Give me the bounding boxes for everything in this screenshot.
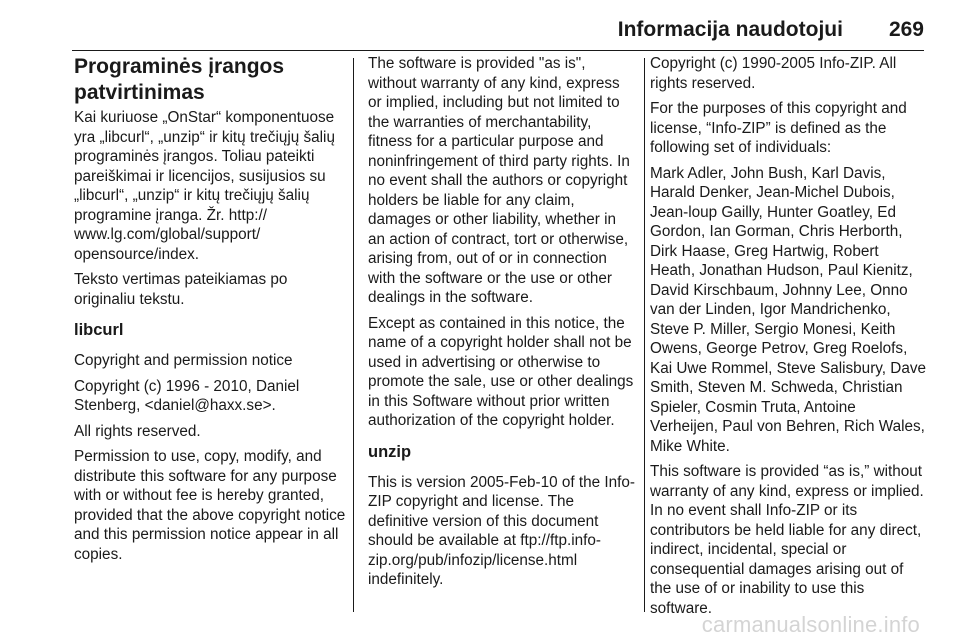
page-title: Informacija naudotojui <box>617 18 843 41</box>
header-rule <box>72 50 924 51</box>
column-3 <box>650 54 927 617</box>
page-header <box>72 18 924 48</box>
libcurl-rights: All rights reserved. <box>74 422 201 440</box>
libcurl-notice-title: Copyright and permission notice <box>74 352 293 369</box>
column-divider-2 <box>644 58 645 612</box>
libcurl-permission: Permission to use, copy, modify, and distribute this software for any purpose with or without fee is hereby granted, provided that the above copyright notice and this permission notice appear in all copies. <box>74 448 346 563</box>
column-2 <box>368 54 636 614</box>
section-heading: Programinės įrangos patvirtinimas <box>74 55 285 104</box>
intro-paragraph: Kai kuriuose „OnStar“ komponentuose yra „libcurl“, „unzip“ ir kitų trečiųjų šalių programinės įrangos. Toliau pateikti pareiškimai ir licencijos, susijusios su „libcurl“, „unzip“ ir kitų trečiųjų šalių programine įranga. Žr. http:// www.lg.com/global/support/ opensource/index. <box>74 109 335 263</box>
unzip-version: This is version 2005-Feb-10 of the Info-ZIP copyright and license. The definitive version of this document should be available at ftp://ftp.info- zip.org/pub/infozip/license.html indefinitely. <box>368 473 635 588</box>
infozip-copyright: Copyright (c) 1990-2005 Info-ZIP. All rights reserved. <box>650 55 897 92</box>
libcurl-copyright: Copyright (c) 1996 - 2010, Daniel Stenberg, <daniel@haxx.se>. <box>74 377 300 414</box>
advertising-clause: Except as contained in this notice, the name of a copyright holder shall not be used in advertising or otherwise to promote the sale, use or other dealings in this Software without prior written authorization of the copyright holder. <box>368 314 634 429</box>
page-number: 269 <box>888 18 924 41</box>
translation-note: Teksto vertimas pateikiamas po originaliu tekstu. <box>74 271 288 308</box>
warranty-disclaimer: The software is provided "as is", without warranty of any kind, express or implied, including but not limited to the warranties of merchantability, fitness for a particular purpose and noninfringement of third party rights. In no event shall the authors or copyright holders be liable for any claim, damages or other liability, whether in an action of contract, tort or otherwise, arising from, out of or in connection with the software or the use or other dealings in the software. <box>368 55 630 306</box>
column-divider-1 <box>353 58 354 612</box>
watermark-text: carmanualsonline.info <box>701 612 920 637</box>
libcurl-heading: libcurl <box>74 321 124 339</box>
infozip-individuals: Mark Adler, John Bush, Karl Davis, Harald Denker, Jean-Michel Dubois, Jean-loup Gailly, Hunter Goatley, Ed Gordon, Ian Gorman, Chris Herborth, Dirk Haase, Greg Hartwig, Robert Heath, Jonathan Hudson, Paul Kienitz, David Kirschbaum, Johnny Lee, Onno van der Linden, Igor Mandrichenko, Steve P. Miller, Sergio Monesi, Keith Owens, George Petrov, Greg Roelofs, Kai Uwe Rommel, Steve Salisbury, Dave Smith, Steven M. Schweda, Christian Spieler, Cosmin Truta, Antoine Verheijen, Paul von Behren, Rich Wales, Mike White. <box>650 164 927 455</box>
infozip-disclaimer: This software is provided “as is,” without warranty of any kind, express or implied. In no event shall Info-ZIP or its contributors be held liable for any direct, indirect, incidental, special or consequential damages arising out of the use of or inability to use this software. <box>650 463 924 617</box>
infozip-definition: For the purposes of this copyright and license, “Info-ZIP” is defined as the following set of individuals: <box>650 100 907 156</box>
unzip-heading: unzip <box>368 442 412 461</box>
column-1 <box>74 54 346 614</box>
